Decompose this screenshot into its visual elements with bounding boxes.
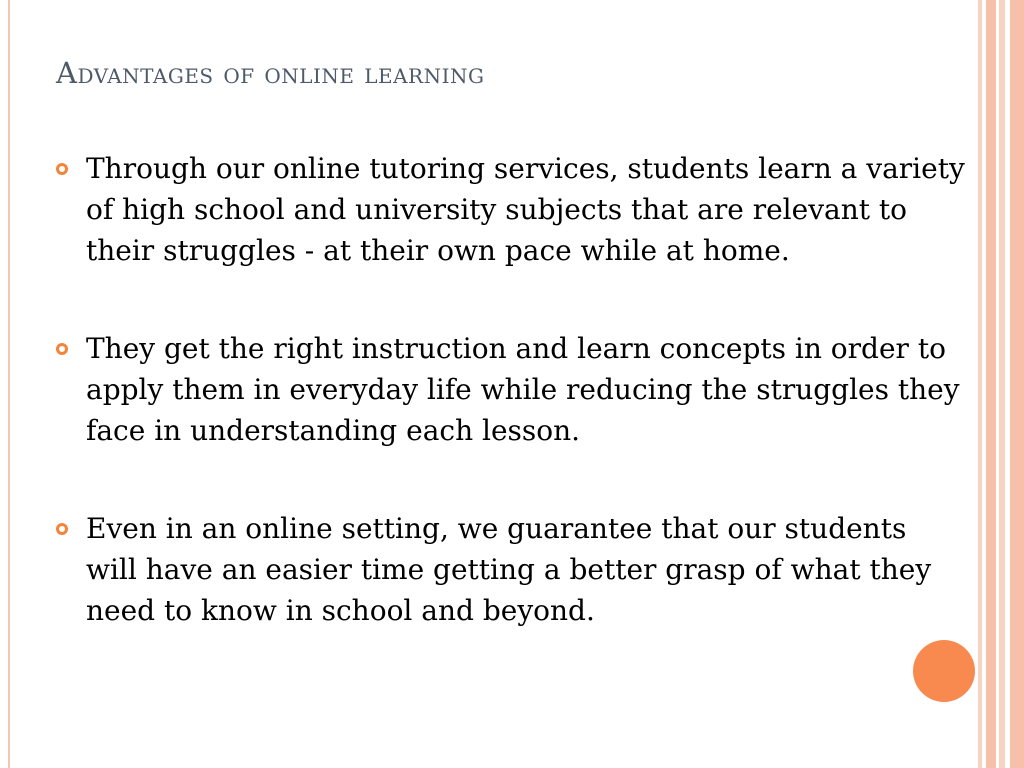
bullet-text: Through our online tutoring services, students learn a variety of high school and university subjects that are relevant to their struggles - at their own pace while at home.	[86, 152, 965, 267]
bullet-text: They get the right instruction and learn concepts in order to apply them in everyday life while reducing the struggles they face in understanding each lesson.	[86, 332, 960, 447]
bullet-circle-icon	[56, 523, 68, 535]
bullet-list	[56, 148, 966, 688]
accent-circle-decoration	[913, 640, 975, 702]
right-frame-stripe	[999, 0, 1005, 768]
right-frame-stripe	[1010, 0, 1024, 768]
right-frame-stripe	[986, 0, 996, 768]
slide-title: Advantages of online learning	[56, 56, 485, 90]
bullet-item	[56, 508, 966, 631]
bullet-item	[56, 148, 966, 271]
bullet-text: Even in an online setting, we guarantee that our students will have an easier time getting a better grasp of what they need to know in school and beyond.	[86, 512, 932, 627]
bullet-item	[56, 328, 966, 451]
bullet-circle-icon	[56, 343, 68, 355]
left-frame-line	[8, 0, 10, 768]
right-frame-stripe	[978, 0, 982, 768]
bullet-circle-icon	[56, 163, 68, 175]
